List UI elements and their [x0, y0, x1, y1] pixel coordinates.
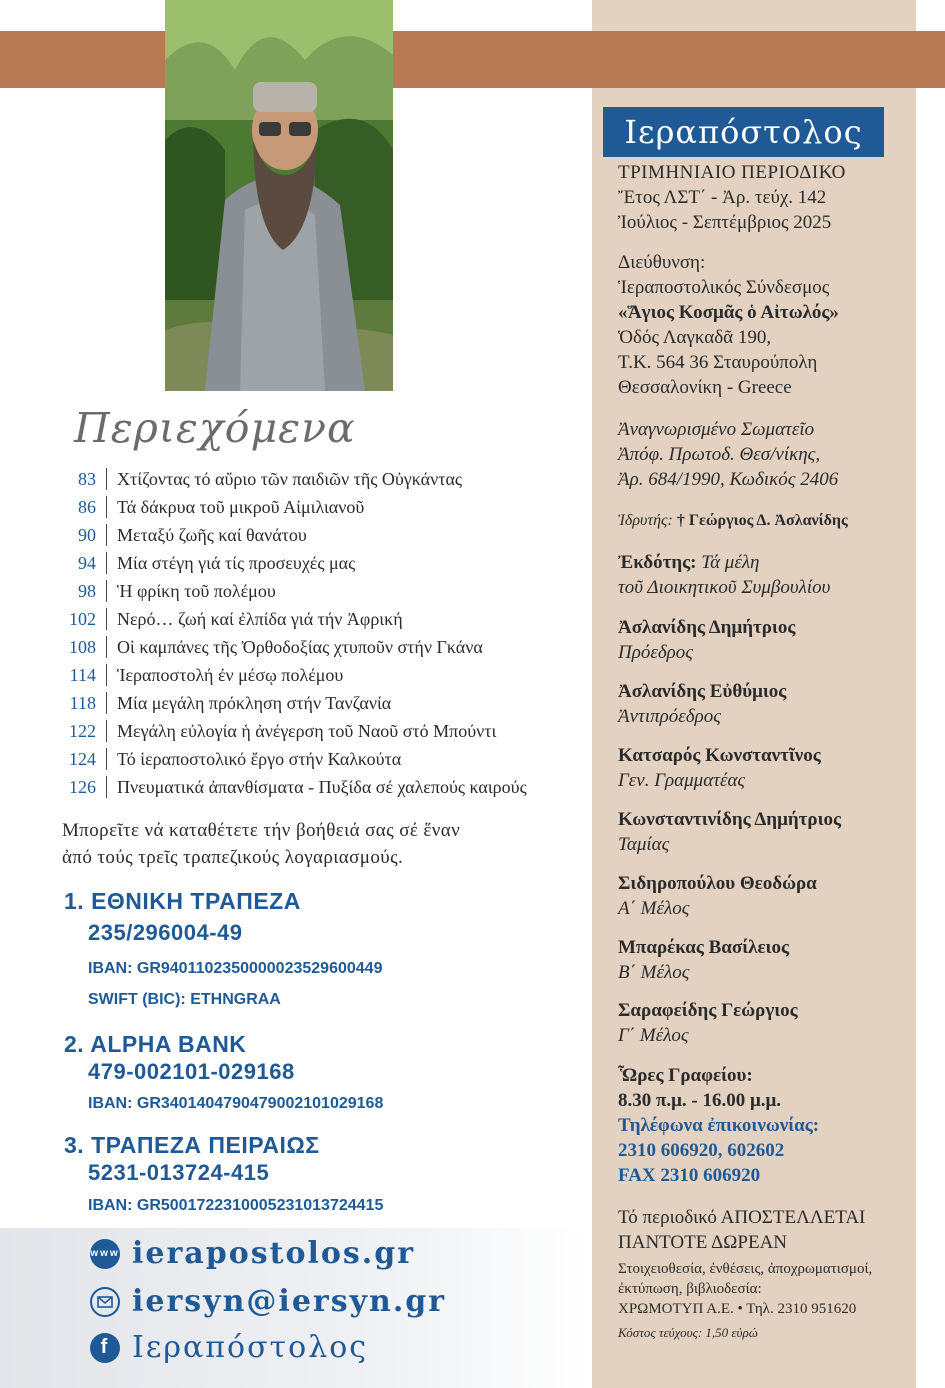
free-line-1: Τό περιοδικό ΑΠΟΣΤΕΛΛΕΤΑΙ — [618, 1207, 866, 1228]
portrait-illustration — [165, 0, 393, 391]
address-label: Διεύθυνση: — [618, 252, 706, 273]
toc-item[interactable] — [60, 661, 590, 689]
toc-title: Νερό… ζωή καί ἐλπίδα γιά τήν Ἀφρική — [117, 608, 403, 629]
phones-label: Τηλέφωνα ἐπικοινωνίας: — [618, 1115, 820, 1136]
toc-page: 118 — [60, 692, 107, 714]
board-member — [618, 679, 913, 743]
toc-item[interactable] — [60, 493, 590, 521]
board-member — [618, 871, 913, 935]
toc-item[interactable] — [60, 521, 590, 549]
board-member — [618, 743, 913, 807]
toc-item[interactable] — [60, 717, 590, 745]
member-name: Μπαρέκας Βασίλειος — [618, 937, 789, 958]
publisher-line-1: Τά μέλη — [701, 552, 760, 573]
toc-title: Μεταξύ ζωῆς καί θανάτου — [117, 524, 307, 545]
founder-name: † Γεώργιος Δ. Ἀσλανίδης — [676, 512, 848, 529]
envelope-icon — [90, 1287, 120, 1317]
publisher-label: Ἐκδότης: — [618, 552, 697, 573]
recognized-line-3: Ἀρ. 684/1990, Κωδικός 2406 — [618, 469, 839, 490]
toc-title: Ἡ φρίκη τοῦ πολέμου — [117, 580, 276, 601]
toc-page: 90 — [60, 524, 107, 546]
periodical-type: ΤΡΙΜΗΝΙΑΙΟ ΠΕΡΙΟΔΙΚΟ — [618, 162, 846, 183]
deposit-line-2: ἀπό τούς τρεῖς τραπεζικούς λογαριασμούς. — [62, 847, 404, 868]
toc-title: Πνευματικά ἀπανθίσματα - Πυξίδα σέ χαλεπούς καιρούς — [117, 776, 527, 797]
toc-item[interactable] — [60, 689, 590, 717]
board-list — [618, 615, 913, 1061]
bank-name: 3. ΤΡΑΠΕΖΑ ΠΕΙΡΑΙΩΣ — [64, 1132, 320, 1158]
city: Θεσσαλονίκη - Greece — [618, 377, 792, 398]
issue-info — [618, 160, 913, 235]
facebook-text: Ιεραπόστολος — [132, 1330, 369, 1365]
publisher-block — [618, 550, 913, 600]
toc-page: 86 — [60, 496, 107, 518]
facebook-icon: f — [90, 1333, 120, 1363]
member-role: Γ΄ Μέλος — [618, 1025, 689, 1046]
toc-title: Χτίζοντας τό αὔριο τῶν παιδιῶν τῆς Οὐγκάντας — [117, 468, 462, 489]
hours-label: Ὧρες Γραφείου: — [618, 1065, 753, 1086]
toc-item[interactable] — [60, 773, 590, 801]
toc-item[interactable] — [60, 577, 590, 605]
bank-account-1 — [64, 886, 382, 1015]
toc-item[interactable] — [60, 633, 590, 661]
account-number: 5231-013724-415 — [88, 1160, 270, 1185]
address-block — [618, 250, 913, 400]
toc-page: 98 — [60, 580, 107, 602]
publisher-line-2: τοῦ Διοικητικοῦ Συμβουλίου — [618, 577, 831, 598]
website-link[interactable] — [90, 1236, 415, 1271]
member-name: Ἀσλανίδης Δημήτριος — [618, 617, 796, 638]
deposit-note — [62, 817, 460, 871]
bank-name: 1. ΕΘΝΙΚΗ ΤΡΑΠΕΖΑ — [64, 888, 301, 914]
toc-title: Ἱεραποστολή ἐν μέσῳ πολέμου — [117, 664, 344, 685]
toc-item[interactable] — [60, 465, 590, 493]
toc-page: 126 — [60, 776, 107, 798]
toc-item[interactable] — [60, 745, 590, 773]
contents-title: Περιεχόμενα — [74, 404, 356, 452]
street: Ὁδός Λαγκαδᾶ 190, — [618, 327, 772, 348]
print-line-1: Στοιχειοθεσία, ἐνθέσεις, ἀποχρωματισμοί, — [618, 1261, 873, 1277]
issue-period: Ἰούλιος - Σεπτέμβριος 2025 — [618, 212, 832, 233]
deposit-line-1: Μπορεῖτε νά καταθέτετε τήν βοήθειά σας σέ ἕναν — [62, 820, 461, 841]
toc-item[interactable] — [60, 605, 590, 633]
member-role: Ἀντιπρόεδρος — [618, 706, 721, 727]
masthead-title: Ιεραπόστολος — [603, 107, 884, 157]
board-member — [618, 615, 913, 679]
member-name: Σιδηροπούλου Θεοδώρα — [618, 873, 817, 894]
toc-title: Τό ἱεραποστολικό ἔργο στήν Καλκούτα — [117, 748, 402, 769]
office-block — [618, 1063, 913, 1188]
toc-item[interactable] — [60, 549, 590, 577]
cover-photo — [165, 0, 393, 391]
member-role: Β΄ Μέλος — [618, 962, 690, 983]
member-role: Πρόεδρος — [618, 642, 693, 663]
toc-title: Μία μεγάλη πρόκληση στήν Τανζανία — [117, 692, 392, 713]
member-name: Σαραφείδης Γεώργιος — [618, 1000, 798, 1021]
toc-title: Οἱ καμπάνες τῆς Ὀρθοδοξίας χτυποῦν στήν Γκάνα — [117, 636, 483, 657]
issue-cost: Κόστος τεύχους: 1,50 εὐρώ — [618, 1325, 758, 1340]
print-line-2: ἐκτύπωση, βιβλιοδεσία: — [618, 1281, 762, 1297]
toc-page: 102 — [60, 608, 107, 630]
free-notice — [618, 1205, 913, 1255]
toc-page: 122 — [60, 720, 107, 742]
printing-info — [618, 1259, 913, 1343]
facebook-link[interactable] — [90, 1330, 368, 1365]
iban: IBAN: GR3401404790479002101029168 — [88, 1095, 384, 1112]
toc-title: Μεγάλη εὐλογία ἡ ἀνέγερση τοῦ Ναοῦ στό Μπούντι — [117, 720, 497, 741]
toc-page: 114 — [60, 664, 107, 686]
toc-page: 124 — [60, 748, 107, 770]
bank-account-3 — [64, 1131, 383, 1225]
toc-page: 108 — [60, 636, 107, 658]
bank-account-2 — [64, 1030, 383, 1122]
bank-name: 2. ALPHA BANK — [64, 1031, 247, 1057]
toc-page: 94 — [60, 552, 107, 574]
member-name: Κατσαρός Κωνσταντῖνος — [618, 745, 821, 766]
print-line-3: ΧΡΩΜΟΤΥΠ Α.Ε. • Τηλ. 2310 951620 — [618, 1301, 857, 1317]
office-hours: 8.30 π.μ. - 16.00 μ.μ. — [618, 1090, 782, 1111]
toc-title: Τά δάκρυα τοῦ μικροῦ Αἰμιλιανοῦ — [117, 496, 365, 517]
member-name: Κωνσταντινίδης Δημήτριος — [618, 809, 841, 830]
board-member — [618, 935, 913, 998]
association-name: «Ἅγιος Κοσμᾶς ὁ Αἰτωλός» — [618, 302, 839, 323]
board-member — [618, 807, 913, 871]
recognized-line-1: Ἀναγνωρισμένο Σωματεῖο — [618, 419, 815, 440]
free-line-2: ΠΑΝΤΟΤΕ ΔΩΡΕΑΝ — [618, 1232, 788, 1253]
postal-code: Τ.Κ. 564 36 Σταυρούπολη — [618, 352, 818, 373]
iban: IBAN: GR5001722310005231013724415 — [88, 1197, 384, 1214]
founder-label: Ἱδρυτής: — [618, 512, 673, 529]
email-link[interactable] — [90, 1284, 446, 1319]
member-role: Γεν. Γραμματέας — [618, 770, 746, 791]
table-of-contents — [60, 465, 590, 801]
globe-icon: www — [90, 1239, 120, 1269]
member-name: Ἀσλανίδης Εὐθύμιος — [618, 681, 787, 702]
account-number: 235/296004-49 — [88, 920, 243, 945]
website-text: ierapostolos.gr — [132, 1236, 415, 1271]
account-number: 479-002101-029168 — [88, 1059, 295, 1084]
fax-number: FAX 2310 606920 — [618, 1165, 761, 1186]
swift-code: SWIFT (BIC): ETHNGRAA — [88, 991, 281, 1008]
recognition-block — [618, 417, 913, 492]
year-issue: Ἔτος ΛΣΤ΄ - Ἀρ. τεύχ. 142 — [618, 187, 827, 208]
association: Ἱεραποστολικός Σύνδεσμος — [618, 277, 830, 298]
iban: IBAN: GR9401102350000023529600449 — [88, 960, 383, 977]
toc-page: 83 — [60, 468, 107, 490]
founder-line — [618, 510, 913, 531]
phone-numbers: 2310 606920, 602602 — [618, 1140, 785, 1161]
member-role: Ταμίας — [618, 834, 670, 855]
recognized-line-2: Ἀπόφ. Πρωτοδ. Θεσ/νίκης, — [618, 444, 821, 465]
email-text: iersyn@iersyn.gr — [132, 1284, 447, 1319]
toc-title: Μία στέγη γιά τίς προσευχές μας — [117, 552, 356, 573]
header-band — [0, 31, 945, 88]
member-role: Α΄ Μέλος — [618, 898, 690, 919]
board-member — [618, 998, 913, 1061]
